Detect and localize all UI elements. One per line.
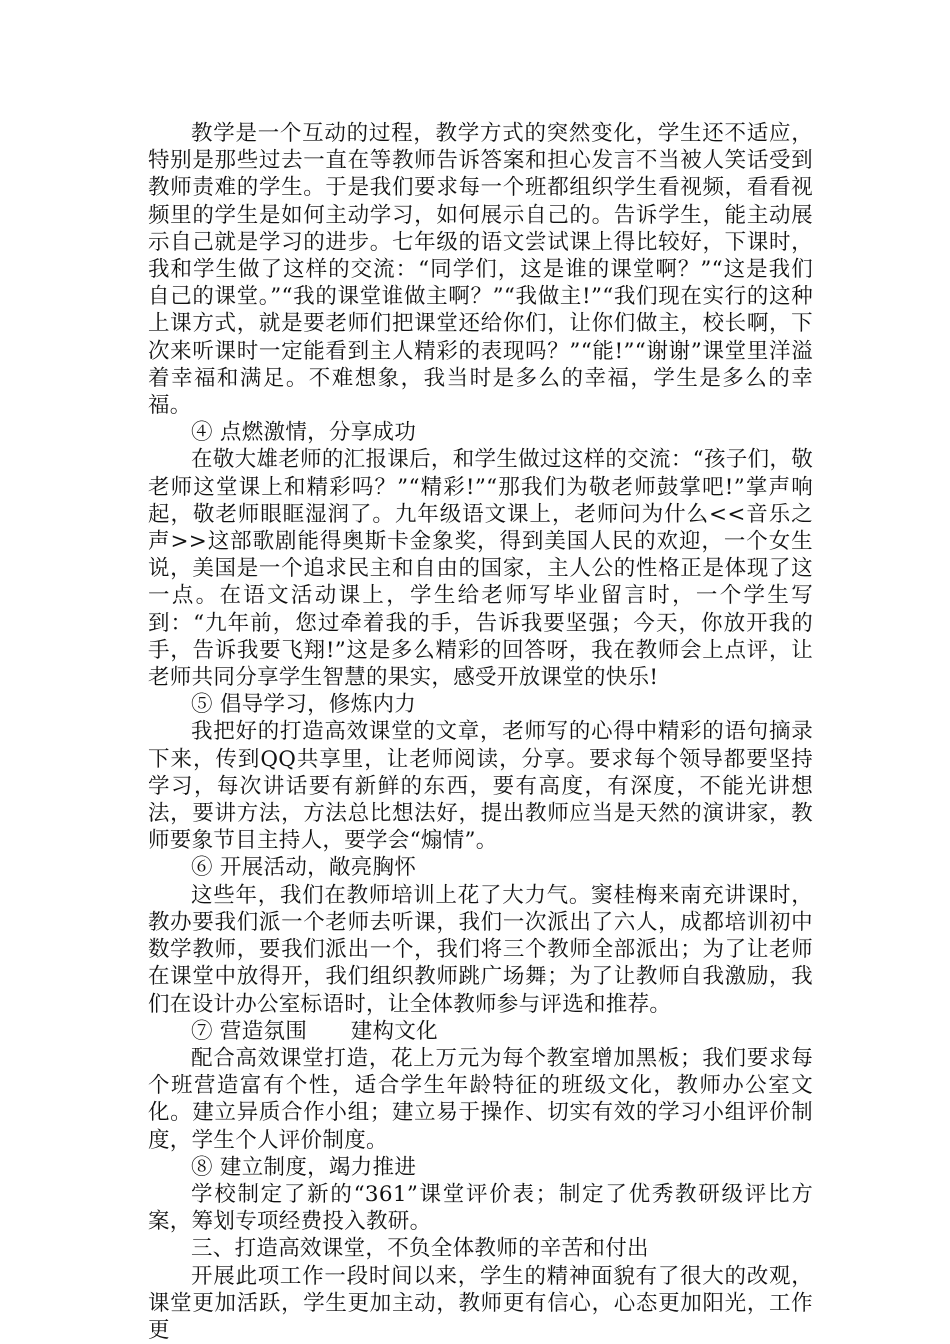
- paragraph-classroom-culture: 配合高效课堂打造，花上万元为每个教室增加黑板；我们要求每个班营造富有个性，适合学生年龄特征的班级文化，教师办公室文化。建立异质合作小组；建立易于操作、切实有效的学习小组评价制度，学生个人评价制度。: [148, 1045, 813, 1153]
- paragraph-results: 开展此项工作一段时间以来，学生的精神面貌有了很大的改观，课堂更加活跃，学生更加主动，教师更有信心，心态更加阳光，工作更: [148, 1263, 813, 1343]
- heading-carry-out-activities: ⑥ 开展活动，敞亮胸怀: [191, 855, 417, 881]
- document-body: [148, 120, 813, 1344]
- heading-build-culture: ⑦ 营造氛围 建构文化: [191, 1018, 438, 1044]
- heading-ignite-passion: ④ 点燃激情，分享成功: [191, 420, 417, 446]
- paragraph-report-class: 在敬大雄老师的汇报课后，和学生做过这样的交流：“孩子们，敬老师这堂课上和精彩吗？”“精彩!”“那我们为敬老师鼓掌吧!”掌声响起，敬老师眼眶湿润了。九年级语文课上，老师问为什么<<音乐之声>>这部歌剧能得奥斯卡金象奖，得到美国人民的欢迎，一个女生说，美国是一个追求民主和自由的国家，主人公的性格正是体现了这一点。在语文活动课上，学生给老师写毕业留言时，一个学生写到：“九年前，您过牵着我的手，告诉我要坚强；今天，你放开我的手，告诉我要飞翔!”这是多么精彩的回答呀，我在教师会上点评，让老师共同分享学生智慧的果实，感受开放课堂的快乐!: [148, 447, 813, 691]
- paragraph-teacher-training: 这些年，我们在教师培训上花了大力气。窦桂梅来南充讲课时，教办要我们派一个老师去听课，我们一次派出了六人，成都培训初中数学教师，要我们派出一个，我们将三个教师全部派出；为了让老师在课堂中放得开，我们组织教师跳广场舞；为了让教师自我激励，我们在设计办公室标语时，让全体教师参与评选和推荐。: [148, 882, 813, 1017]
- paragraph-share-articles: 我把好的打造高效课堂的文章，老师写的心得中精彩的语句摘录下来，传到QQ共享里，让老师阅读，分享。要求每个领导都要坚持学习，每次讲话要有新鲜的东西，要有高度，有深度，不能光讲想法，要讲方法，方法总比想法好，提出教师应当是天然的演讲家，教师要象节目主持人，要学会“煽情”。: [148, 719, 813, 854]
- heading-advocate-learning: ⑤ 倡导学习，修炼内力: [191, 692, 417, 718]
- heading-section-three: 三、打造高效课堂，不负全体教师的辛苦和付出: [191, 1236, 649, 1262]
- paragraph-evaluation-form: 学校制定了新的“361”课堂评价表；制定了优秀教研级评比方案，筹划专项经费投入教研。: [148, 1181, 813, 1235]
- paragraph-interaction-process: 教学是一个互动的过程，教学方式的突然变化，学生还不适应，特别是那些过去一直在等教师告诉答案和担心发言不当被人笑话受到教师责难的学生。于是我们要求每一个班都组织学生看视频，看看视频里的学生是如何主动学习，如何展示自己的。告诉学生，能主动展示自己就是学习的进步。七年级的语文尝试课上得比较好，下课时，我和学生做了这样的交流：“同学们，这是谁的课堂啊？”“这是我们自己的课堂。”“我的课堂谁做主啊？”“我做主!”“我们现在实行的这种上课方式，就是要老师们把课堂还给你们，让你们做主，校长啊，下次来听课时一定能看到主人精彩的表现吗？”“能!”“谢谢”课堂里洋溢着幸福和满足。不难想象，我当时是多么的幸福，学生是多么的幸福。: [148, 121, 813, 419]
- heading-establish-system: ⑧ 建立制度，竭力推进: [191, 1154, 417, 1180]
